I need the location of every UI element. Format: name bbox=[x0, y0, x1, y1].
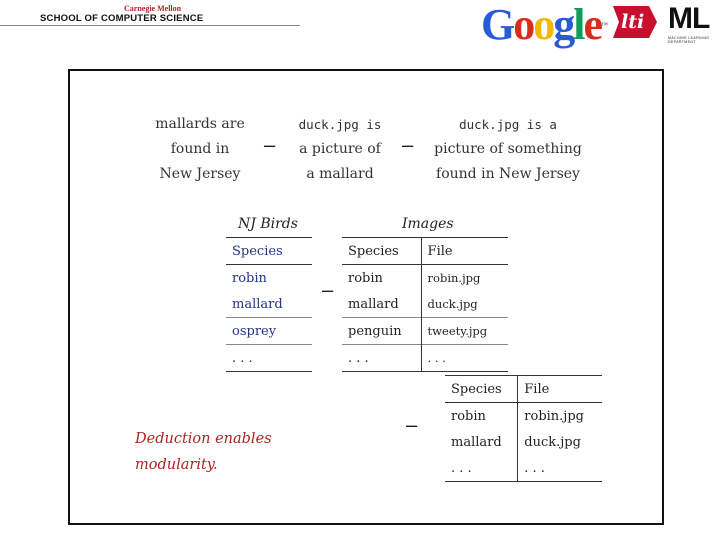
term-mallards bbox=[148, 112, 252, 187]
result-table bbox=[445, 375, 602, 482]
term2-line2: a picture of bbox=[299, 141, 381, 157]
google-logo-letter: G bbox=[481, 0, 514, 49]
table-header-cell: Species bbox=[445, 376, 518, 403]
table-cell: robin bbox=[445, 403, 518, 430]
minus-op-1: − bbox=[262, 136, 278, 157]
table-cell: tweety.jpg bbox=[427, 324, 488, 338]
google-logo-letter: l bbox=[573, 0, 584, 49]
table-header-cell: Species bbox=[342, 238, 421, 265]
term3-line1: duck.jpg is a bbox=[459, 117, 557, 132]
ml-subtitle: MACHINE LEARNING DEPARTMENT bbox=[668, 36, 710, 44]
table-header-cell: File bbox=[427, 243, 453, 259]
table-cell: . . . bbox=[232, 350, 253, 366]
table-cell: robin bbox=[342, 265, 421, 292]
table-cell: duck.jpg bbox=[427, 297, 478, 311]
term1-line2: found in bbox=[170, 141, 230, 157]
note-line1: Deduction enables bbox=[135, 431, 272, 447]
table-header-row bbox=[445, 376, 602, 403]
table-header-cell: File bbox=[524, 381, 550, 397]
term2-line3: a mallard bbox=[306, 166, 374, 182]
minus-op-2: − bbox=[400, 136, 416, 157]
table-cell: osprey bbox=[232, 323, 277, 339]
google-logo-letter: o bbox=[513, 0, 534, 49]
table-header-row bbox=[342, 238, 508, 265]
google-logo-letter: g bbox=[553, 0, 574, 49]
images-table bbox=[342, 237, 508, 372]
table-cell: mallard bbox=[232, 296, 283, 312]
table-row bbox=[342, 265, 508, 292]
term-conclusion bbox=[430, 112, 586, 187]
deduction-note bbox=[135, 426, 272, 478]
term3-line3: found in New Jersey bbox=[436, 166, 580, 182]
term1-line3: New Jersey bbox=[159, 166, 241, 182]
table-row bbox=[342, 318, 508, 345]
google-logo bbox=[481, 0, 606, 50]
table-cell: . . . bbox=[524, 460, 545, 476]
school-name: SCHOOL OF COMPUTER SCIENCE bbox=[40, 13, 204, 24]
term3-line2: picture of something bbox=[434, 141, 582, 157]
table-cell: . . . bbox=[427, 351, 446, 365]
table-cell: robin.jpg bbox=[524, 408, 584, 424]
nj-birds-title: NJ Birds bbox=[238, 216, 298, 232]
note-line2: modularity. bbox=[135, 457, 218, 473]
minus-op-3: − bbox=[320, 281, 336, 302]
google-logo-letter: e bbox=[583, 0, 601, 49]
term-duck-picture bbox=[290, 112, 390, 187]
trademark-icon: ™ bbox=[601, 21, 606, 29]
table-cell: penguin bbox=[342, 318, 421, 345]
table-row bbox=[226, 318, 312, 345]
google-logo-letter: o bbox=[533, 0, 554, 49]
lti-logo-text: lti bbox=[621, 11, 645, 33]
lti-logo bbox=[609, 4, 659, 40]
table-cell: robin.jpg bbox=[427, 271, 481, 285]
table-header-row bbox=[226, 238, 312, 265]
table-row bbox=[445, 403, 602, 430]
nj-birds-table bbox=[226, 237, 312, 372]
table-cell: mallard bbox=[445, 429, 518, 455]
table-cell: . . . bbox=[445, 455, 518, 482]
table-row bbox=[445, 455, 602, 482]
table-cell: mallard bbox=[342, 291, 421, 318]
table-row bbox=[342, 345, 508, 372]
term1-line1: mallards are bbox=[155, 116, 245, 132]
ml-logo: ML bbox=[668, 2, 710, 35]
table-cell: robin bbox=[232, 270, 267, 286]
term2-line1: duck.jpg is bbox=[298, 117, 382, 132]
cmu-logo: Carnegie Mellon bbox=[124, 4, 182, 13]
table-cell: . . . bbox=[342, 345, 421, 372]
nj-birds-header: Species bbox=[232, 243, 283, 259]
header-divider bbox=[0, 25, 300, 26]
table-row bbox=[226, 345, 312, 372]
minus-op-4: − bbox=[404, 416, 420, 437]
table-cell: duck.jpg bbox=[524, 434, 581, 450]
table-row bbox=[226, 265, 312, 292]
table-row bbox=[445, 429, 602, 455]
images-title: Images bbox=[402, 216, 454, 232]
table-row bbox=[342, 291, 508, 318]
table-row bbox=[226, 291, 312, 318]
